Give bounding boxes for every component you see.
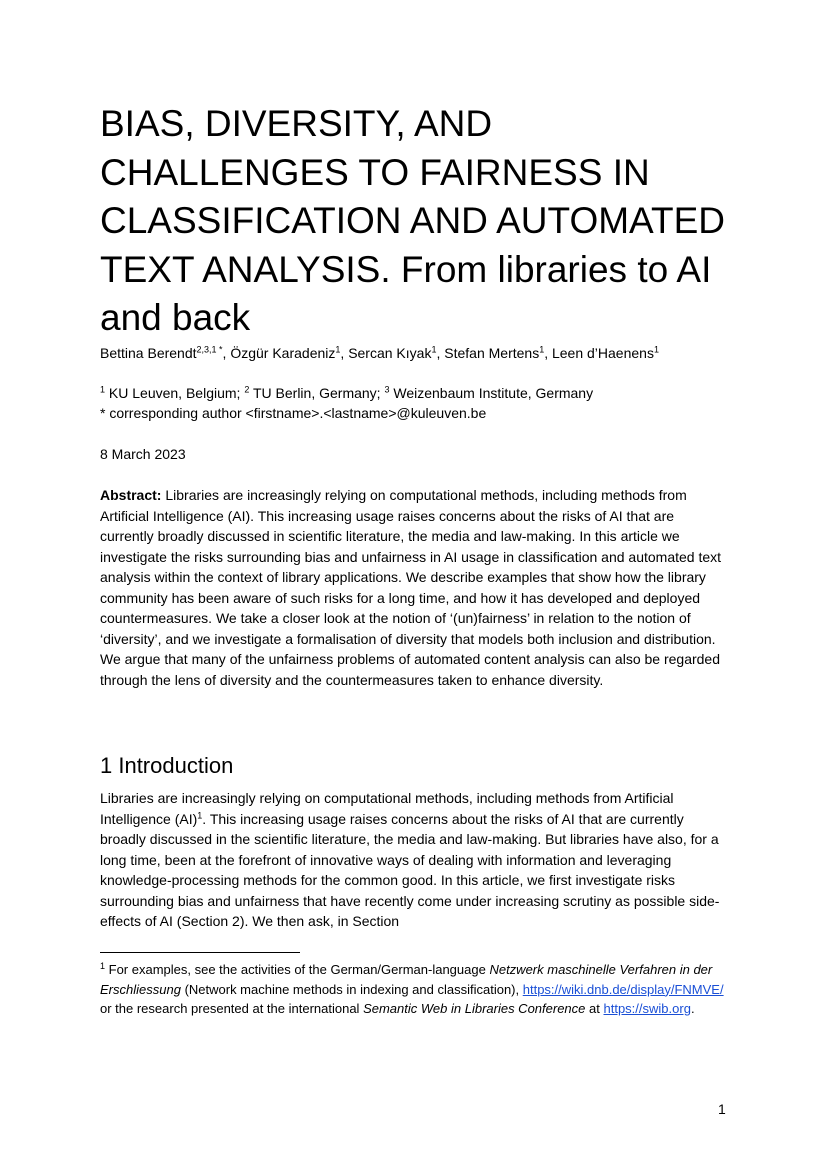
footnote-number: 1 — [100, 961, 106, 971]
footnote-separator — [100, 952, 300, 953]
footnote-link-swib[interactable]: https://swib.org — [603, 1001, 691, 1016]
footnote-text: or the research presented at the international — [100, 1001, 360, 1016]
author-affiliation-mark: 1 — [431, 344, 437, 355]
footnote — [100, 960, 730, 1019]
author-name: Stefan Mertens — [444, 345, 540, 361]
corresponding-author: * corresponding author <firstname>.<lastname>@kuleuven.be — [100, 405, 487, 421]
intro-paragraph — [100, 788, 730, 932]
footnote-text: . — [690, 1001, 695, 1016]
intro-text: Libraries are increasingly relying on computational methods, including methods from Artificial Intelligence (AI) — [100, 790, 674, 827]
footnote-text: (Network machine methods in indexing and classification), — [184, 981, 520, 997]
affiliation-text: Weizenbaum Institute, Germany — [393, 385, 594, 401]
author-affiliation-mark: 2,3,1 * — [196, 344, 223, 355]
author-name: Bettina Berendt — [100, 345, 197, 361]
footnote-conference-name: Semantic Web in Libraries Conference — [363, 1001, 586, 1016]
author-name: Özgür Karadeniz — [230, 345, 336, 361]
footnote-text: at — [589, 1001, 600, 1016]
affiliation-mark: 3 — [384, 384, 390, 395]
paper-title: BIAS, DIVERSITY, AND CHALLENGES TO FAIRNESS IN CLASSIFICATION AND AUTOMATED TEXT ANALYSIS. From libraries to AI and back — [100, 103, 725, 338]
author-affiliation-mark: 1 — [335, 344, 341, 355]
intro-text-continued: . This increasing usage raises concerns about the risks of AI that are currently broadly discussed in the scientific literature, the media and law-making. But libraries have also, for a long time, been at the forefront of innovative ways of dealing with information and leveraging knowledge-processing methods for the common good. In this article, we first investigate risks surrounding bias and unfairness that have recently come under increasing scrutiny as possible side-effects of AI (Section 2). We then ask, in Section — [100, 810, 720, 929]
footnote-text: For examples, see the activities of the German/German-language — [108, 962, 486, 977]
author-affiliation-mark: 1 — [653, 344, 659, 355]
affiliation-mark: 2 — [244, 384, 250, 395]
affiliation-mark: 1 — [100, 384, 106, 395]
publication-date: 8 March 2023 — [100, 446, 186, 462]
affiliation-line — [100, 383, 593, 403]
abstract — [100, 485, 730, 690]
affiliations — [100, 383, 593, 423]
author-list: Bettina Berendt$^{2,3,1 *}$, Özgür Karadeniz$^1$, Sercan Kıyak$^1$, Stefan Mertens$^1$, Leen d’Haenens$^1$ — [100, 344, 659, 361]
page-number: 1 — [718, 1101, 726, 1117]
affiliation-text: KU Leuven, Belgium; — [108, 385, 241, 401]
author-affiliation-mark: 1 — [539, 344, 545, 355]
footnote-link-dnb[interactable]: https://wiki.dnb.de/display/FNMVE/ — [522, 981, 724, 997]
abstract-label: Abstract: — [100, 487, 162, 503]
author-name: Sercan Kıyak — [348, 345, 432, 361]
affiliation-text: TU Berlin, Germany; — [252, 385, 381, 401]
footnote-reference[interactable]: 1 — [197, 809, 203, 820]
footnote-network-name: Netzwerk maschinelle Verfahren in der Erschliessung — [100, 962, 713, 997]
abstract-text: Libraries are increasingly relying on computational methods, including methods from Artificial Intelligence (AI). This increasing usage raises concerns about the risks of AI that are currently broadly discussed in scientific literature, the media and law-making. In this article we investigate the risks surrounding bias and unfairness in AI usage in classification and automated text analysis within the context of library applications. We describe examples that show how the library community has been aware of such risks for a long time, and how it has developed and deployed countermeasures. We take a closer look at the notion of ‘(un)fairness’ in relation to the notion of ‘diversity’, and we investigate a formalisation of diversity that models both inclusion and distribution. We argue that many of the unfairness problems of automated content analysis can also be regarded through the lens of diversity and the countermeasures taken to enhance diversity. — [100, 487, 722, 688]
author-name: Leen d’Haenens — [551, 345, 654, 361]
section-heading: 1 Introduction — [100, 753, 234, 778]
